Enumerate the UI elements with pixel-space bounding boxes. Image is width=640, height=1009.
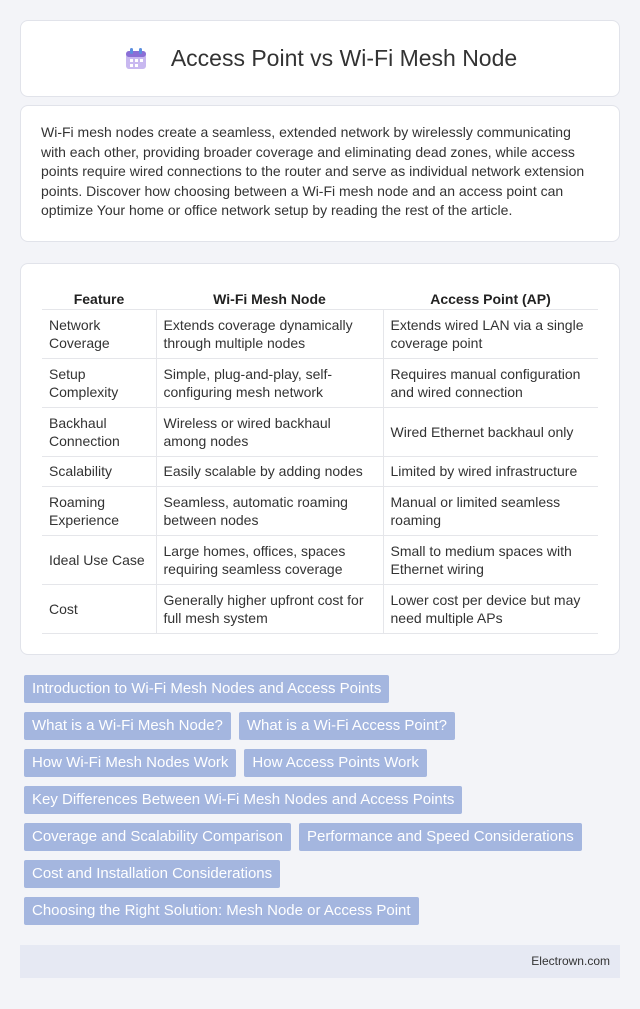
- table-cell: Easily scalable by adding nodes: [156, 456, 383, 486]
- table-header-row: [42, 284, 598, 309]
- topic-tag[interactable]: Performance and Speed Considerations: [299, 823, 582, 851]
- tag-row: [20, 786, 620, 814]
- tag-row: [20, 897, 620, 925]
- table-row: [42, 486, 598, 535]
- table-cell: Scalability: [42, 456, 156, 486]
- table-cell: Wireless or wired backhaul among nodes: [156, 407, 383, 456]
- table-cell: Limited by wired infrastructure: [383, 456, 598, 486]
- table-row: [42, 535, 598, 584]
- table-header: Access Point (AP): [383, 284, 598, 309]
- table-header: Wi-Fi Mesh Node: [156, 284, 383, 309]
- table-cell: Wired Ethernet backhaul only: [383, 407, 598, 456]
- intro-paragraph: Wi-Fi mesh nodes create a seamless, extended network by wirelessly communicating with each other, providing broader coverage and eliminating dead zones, while access points require wired connections to the router and serve as individual network extension points. Discover how choosing between a Wi-Fi mesh node and an access point can optimize Your home or office network setup by reading the rest of the article.: [41, 124, 585, 219]
- page-title: Access Point vs Wi-Fi Mesh Node: [170, 45, 518, 71]
- tag-row: [20, 712, 620, 740]
- table-cell: Large homes, offices, spaces requiring seamless coverage: [156, 535, 383, 584]
- table-row: [42, 407, 598, 456]
- table-row: [42, 309, 598, 358]
- topic-tag[interactable]: What is a Wi-Fi Mesh Node?: [24, 712, 231, 740]
- table-cell: Backhaul Connection: [42, 407, 156, 456]
- topic-tag[interactable]: Cost and Installation Considerations: [24, 860, 280, 888]
- intro-card: [20, 105, 620, 242]
- table-cell: Seamless, automatic roaming between nodes: [156, 486, 383, 535]
- table-row: [42, 456, 598, 486]
- table-header: Feature: [42, 284, 156, 309]
- table-cell: Extends coverage dynamically through multiple nodes: [156, 309, 383, 358]
- topic-tags: [20, 675, 620, 934]
- tag-row: [20, 675, 620, 703]
- table-cell: Generally higher upfront cost for full mesh system: [156, 584, 383, 633]
- topic-tag[interactable]: Coverage and Scalability Comparison: [24, 823, 291, 851]
- topic-tag[interactable]: Choosing the Right Solution: Mesh Node or Access Point: [24, 897, 419, 925]
- tag-row: [20, 860, 620, 888]
- topic-tag[interactable]: How Wi-Fi Mesh Nodes Work: [24, 749, 236, 777]
- topic-tag[interactable]: How Access Points Work: [244, 749, 426, 777]
- calendar-icon: [123, 46, 149, 72]
- table-cell: Ideal Use Case: [42, 535, 156, 584]
- table-cell: Small to medium spaces with Ethernet wiring: [383, 535, 598, 584]
- table-cell: Manual or limited seamless roaming: [383, 486, 598, 535]
- topic-tag[interactable]: Introduction to Wi-Fi Mesh Nodes and Access Points: [24, 675, 389, 703]
- topic-tag[interactable]: What is a Wi-Fi Access Point?: [239, 712, 455, 740]
- table-row: [42, 358, 598, 407]
- comparison-table: [42, 284, 598, 634]
- table-cell: Setup Complexity: [42, 358, 156, 407]
- tag-row: [20, 823, 620, 851]
- table-cell: Lower cost per device but may need multiple APs: [383, 584, 598, 633]
- table-cell: Requires manual configuration and wired connection: [383, 358, 598, 407]
- table-cell: Simple, plug-and-play, self-configuring mesh network: [156, 358, 383, 407]
- table-cell: Extends wired LAN via a single coverage point: [383, 309, 598, 358]
- table-cell: Roaming Experience: [42, 486, 156, 535]
- footer: [20, 945, 620, 978]
- tag-row: [20, 749, 620, 777]
- comparison-table-card: [20, 263, 620, 655]
- title-card: [20, 20, 620, 97]
- table-cell: Network Coverage: [42, 309, 156, 358]
- table-row: [42, 584, 598, 633]
- topic-tag[interactable]: Key Differences Between Wi-Fi Mesh Nodes and Access Points: [24, 786, 462, 814]
- footer-site-name[interactable]: Electrown.com: [531, 954, 610, 968]
- table-cell: Cost: [42, 584, 156, 633]
